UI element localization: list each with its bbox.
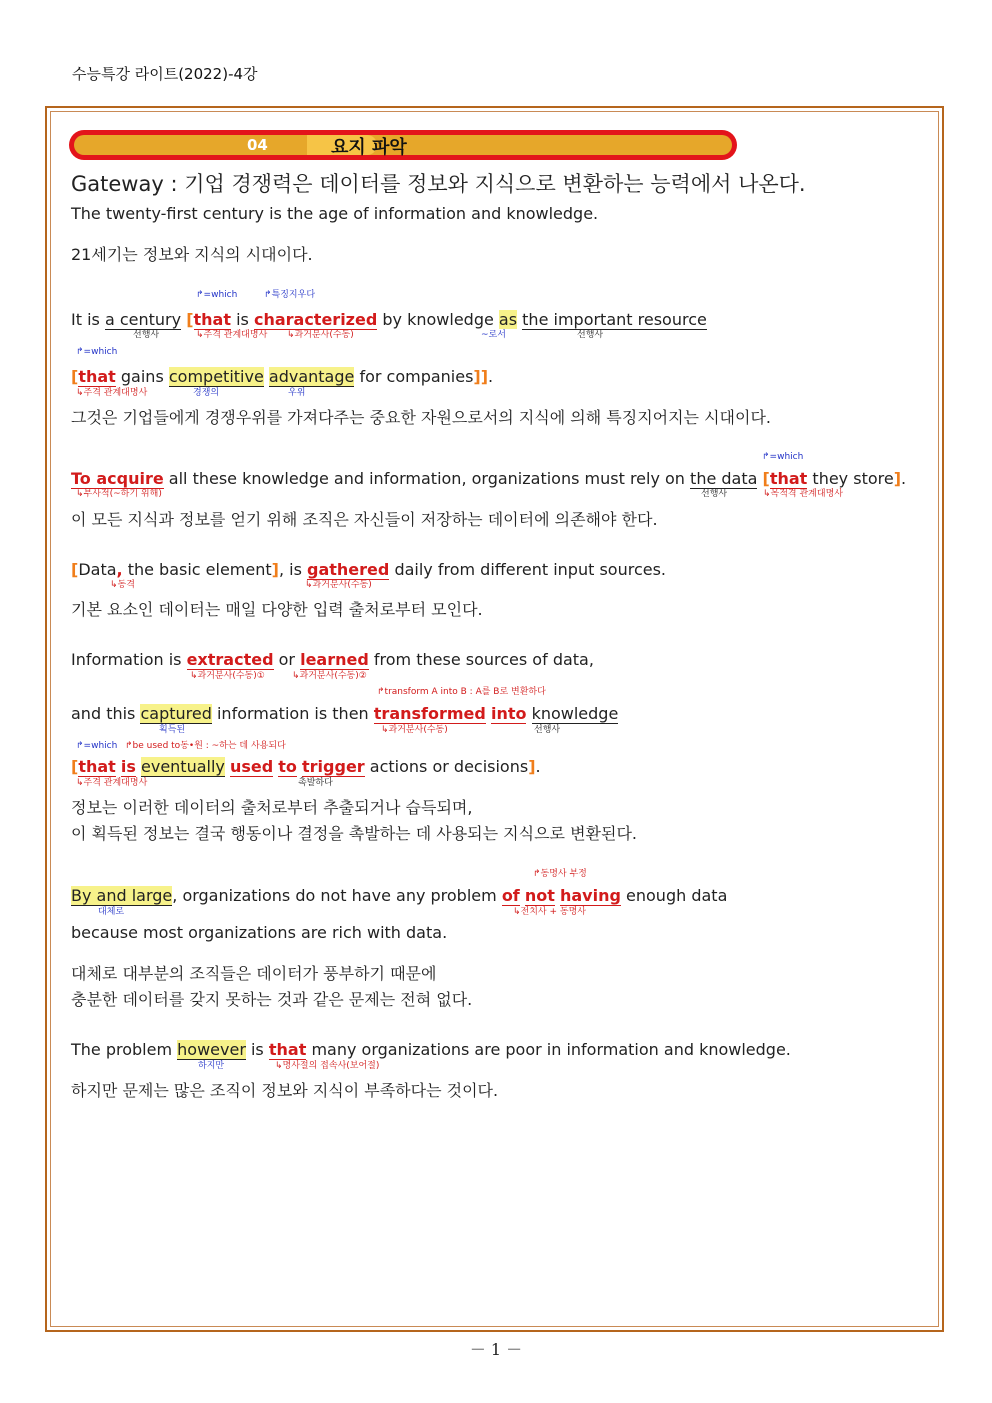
sentence-2-en-line1: It is a century [that is characterized by knowledge as the important resource — [71, 310, 707, 329]
annotation: 선행사 — [133, 330, 160, 340]
sentence-6-en-line2: because most organizations are rich with data. — [71, 923, 448, 942]
sentence-1-ko: 21세기는 정보와 지식의 시대이다. — [71, 245, 313, 264]
annotation: 경쟁의 — [193, 388, 220, 398]
past-participle: characterized — [253, 310, 378, 329]
annotation: ↳동격 — [110, 580, 135, 590]
sentence-1-en: The twenty-first century is the age of information and knowledge. — [71, 204, 599, 223]
antecedent: the important resource — [522, 310, 707, 329]
annotation: 선행사 — [534, 725, 561, 735]
highlighted-word: eventually — [141, 757, 225, 776]
annotation: ↱=which — [762, 452, 804, 462]
annotation: 대체로 — [98, 907, 125, 917]
highlighted-word: as — [498, 310, 518, 329]
annotation: 우위 — [288, 388, 306, 398]
section-banner — [69, 130, 737, 160]
highlighted-word: however — [177, 1040, 246, 1059]
sentence-6-ko-2: 충분한 데이터를 갖지 못하는 것과 같은 문제는 전혀 없다. — [71, 990, 473, 1009]
sentence-2-en-line2: [that gains competitive advantage for companies]]. — [71, 367, 494, 386]
annotation: ↱=which — [196, 290, 238, 300]
annotation: ↳과거분사(수동)② — [292, 671, 367, 681]
annotation: ↱=which — [76, 347, 118, 357]
annotation: 촉발하다 — [298, 778, 333, 788]
annotation: 선행사 — [577, 330, 604, 340]
section-number: 04 — [247, 136, 268, 154]
annotation: ↳주격 관계대명사 — [76, 778, 148, 788]
highlighted-word: competitive — [168, 367, 264, 386]
sentence-2-ko: 그것은 기업들에게 경쟁우위를 가져다주는 중요한 자원으로서의 지식에 의해 특징지어지는 시대이다. — [71, 408, 772, 427]
annotation: ↳주격 관계대명사 — [76, 388, 148, 398]
annotation: ↳전치사 + 동명사 — [513, 907, 586, 917]
antecedent: the data — [690, 469, 758, 488]
sentence-3-ko: 이 모든 지식과 정보를 얻기 위해 조직은 자신들이 저장하는 데이터에 의존해야 한다. — [71, 510, 658, 529]
sentence-6-ko-1: 대체로 대부분의 조직들은 데이터가 풍부하기 때문에 — [71, 964, 437, 983]
sentence-5-ko-2: 이 획득된 정보는 결국 행동이나 결정을 촉발하는 데 사용되는 지식으로 변환된다. — [71, 824, 637, 843]
sentence-6-en-line1: By and large, organizations do not have any problem of not having enough data — [71, 886, 728, 905]
annotation: 획득된 — [159, 725, 186, 735]
sentence-7-ko: 하지만 문제는 많은 조직이 정보와 지식이 부족하다는 것이다. — [71, 1081, 499, 1100]
sentence-5-en-line3: [that is eventually used to trigger actions or decisions]. — [71, 757, 541, 776]
annotation: ↳목적격 관계대명사 — [763, 489, 843, 499]
annotation: ↳과거분사(수동) — [287, 330, 354, 340]
antecedent: a century — [104, 310, 182, 329]
annotation: ↱동명사 부정 — [533, 869, 587, 879]
sentence-4-en: [Data, the basic element], is gathered daily from different input sources. — [71, 560, 666, 579]
page-number: － 1 － — [469, 1340, 523, 1359]
past-participle: extracted — [186, 650, 274, 669]
gateway-line: Gateway : 기업 경쟁력은 데이터를 정보와 지식으로 변환하는 능력에서 나온다. — [71, 172, 806, 196]
sentence-5-en-line2: and this captured information is then transformed into knowledge — [71, 704, 619, 723]
annotation: ~로서 — [481, 330, 506, 340]
relative-pronoun: that — [769, 469, 808, 488]
annotation: ↱=which — [76, 741, 118, 751]
sentence-5-en-line1: Information is extracted or learned from these sources of data, — [71, 650, 594, 669]
annotation: ↳과거분사(수동) — [381, 725, 448, 735]
sentence-7-en: The problem however is that many organizations are poor in information and knowledge. — [71, 1040, 791, 1059]
relative-pronoun: that — [78, 367, 116, 386]
highlighted-word: captured — [140, 704, 212, 723]
sentence-4-ko: 기본 요소인 데이터는 매일 다양한 입력 출처로부터 모인다. — [71, 600, 483, 619]
annotation: ↱특징지우다 — [264, 290, 316, 300]
conjunction: that — [268, 1040, 307, 1059]
relative-pronoun: that — [193, 310, 231, 329]
past-participle: transformed — [373, 704, 486, 723]
annotation: 선행사 — [701, 489, 728, 499]
section-title: 요지 파악 — [331, 137, 407, 158]
annotation: ↳주격 관계대명사 — [196, 330, 268, 340]
antecedent: knowledge — [531, 704, 619, 723]
past-participle: gathered — [307, 560, 390, 579]
annotation: ↳과거분사(수동)① — [190, 671, 265, 681]
gerund: having — [559, 886, 621, 905]
annotation: ↳부사적(~하기 위해) — [76, 489, 162, 499]
annotation: ↱be used to동•원 : ~하는 데 사용되다 — [125, 741, 286, 751]
sentence-3-en: To acquire all these knowledge and information, organizations must rely on the data [that they store]. — [71, 469, 907, 488]
highlighted-word: By and large — [71, 886, 173, 905]
sentence-5-ko-1: 정보는 이러한 데이터의 출처로부터 추출되거나 습득되며, — [71, 798, 473, 817]
annotation: ↳명사절의 접속사(보어절) — [275, 1061, 380, 1071]
annotation: ↱transform A into B : A를 B로 변환하다 — [377, 687, 546, 697]
annotation: ↳과거분사(수동) — [305, 580, 372, 590]
document-header: 수능특강 라이트(2022)-4강 — [72, 65, 258, 83]
infinitive: To acquire — [71, 469, 164, 488]
annotation: 하지만 — [198, 1061, 225, 1071]
past-participle: learned — [300, 650, 369, 669]
relative-pronoun: that — [78, 757, 116, 776]
highlighted-word: advantage — [268, 367, 355, 386]
